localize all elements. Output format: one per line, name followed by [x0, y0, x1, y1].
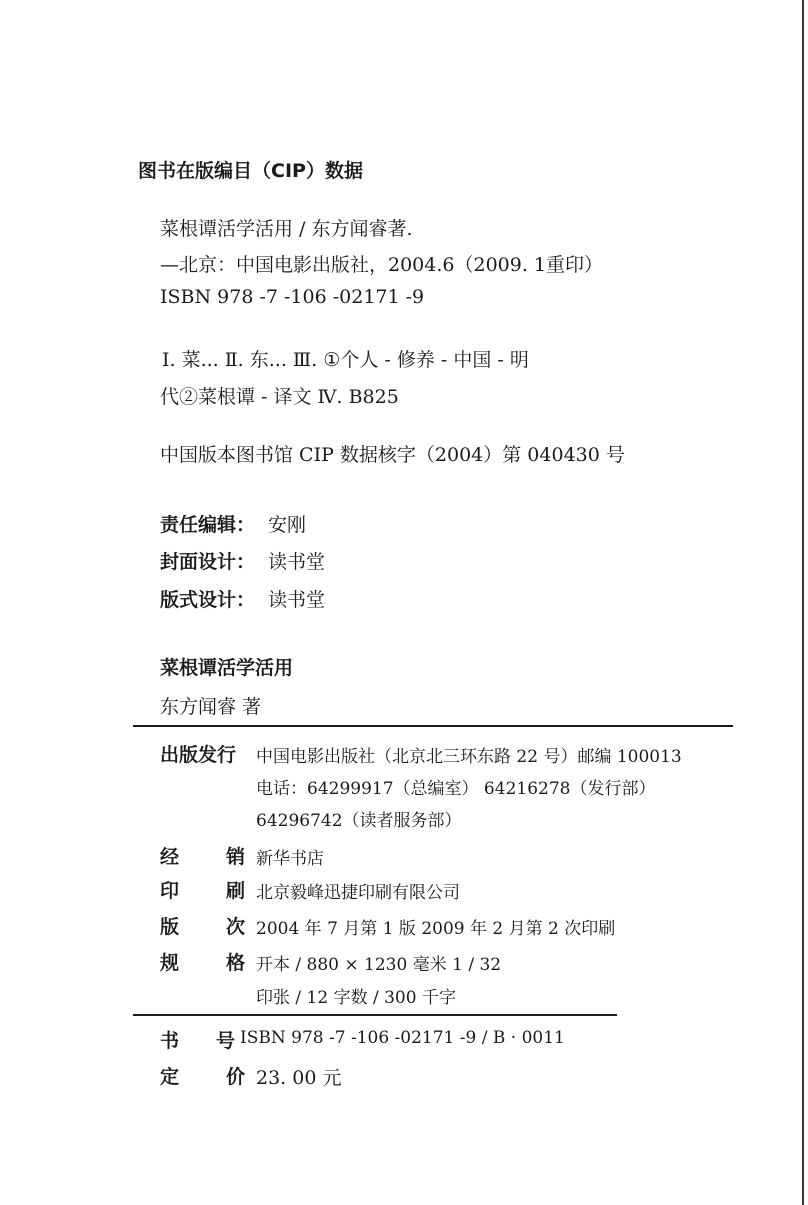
publish-label: 出版发行 [160, 744, 237, 766]
format-design-label: 版式设计： [160, 589, 256, 611]
isbn-label-b: 号 [216, 1030, 236, 1052]
publish-line3: 64296742（读者服务部） [256, 811, 462, 831]
distribution-label-a: 经 [160, 846, 180, 868]
cip-isbn-line: ISBN 978 -7 -106 -02171 -9 [160, 286, 425, 308]
publish-line1: 中国电影出版社（北京北三环东路 22 号）邮编 100013 [256, 747, 682, 767]
edition-label-a: 版 [160, 916, 180, 938]
spec-line2: 印张 / 12 字数 / 300 千字 [256, 988, 456, 1008]
price-value: 23. 00 元 [256, 1067, 342, 1089]
cip-classification-line1: Ⅰ. 菜... Ⅱ. 东... Ⅲ. ①个人 - 修养 - 中国 - 明 [162, 349, 529, 371]
cip-title-line: 菜根谭活学活用 / 东方闻睿著. [160, 218, 413, 240]
format-design-value: 读书堂 [268, 589, 326, 611]
printing-label-b: 刷 [226, 880, 246, 902]
book-title: 菜根谭活学活用 [160, 657, 294, 679]
divider-bottom [133, 1014, 617, 1016]
cip-publisher-line: —北京：中国电影出版社，2004.6（2009. 1重印） [160, 254, 604, 276]
page-edge-line [802, 0, 804, 1205]
editor-value: 安刚 [268, 514, 307, 536]
printing-label-a: 印 [160, 880, 180, 902]
cip-record-number: 中国版本图书馆 CIP 数据核字（2004）第 040430 号 [160, 444, 625, 466]
edition-label-b: 次 [226, 916, 246, 938]
cip-classification-line2: 代②菜根谭 - 译文 Ⅳ. B825 [160, 386, 399, 408]
spec-line1: 开本 / 880 × 1230 毫米 1 / 32 [256, 955, 502, 975]
cover-design-value: 读书堂 [268, 551, 326, 573]
edition-value: 2004 年 7 月第 1 版 2009 年 2 月第 2 次印刷 [256, 919, 616, 939]
printing-value: 北京毅峰迅捷印刷有限公司 [256, 883, 460, 903]
publish-line2: 电话：64299917（总编室） 64216278（发行部） [256, 779, 656, 799]
divider-top [133, 725, 733, 727]
distribution-label-b: 销 [226, 846, 246, 868]
book-author: 东方闻睿 著 [160, 696, 262, 718]
price-label-b: 价 [226, 1066, 246, 1088]
isbn-value: ISBN 978 -7 -106 -02171 -9 / B · 0011 [240, 1028, 565, 1048]
editor-label: 责任编辑： [160, 514, 256, 536]
price-label-a: 定 [160, 1066, 180, 1088]
distribution-value: 新华书店 [256, 849, 324, 869]
cover-design-label: 封面设计： [160, 551, 256, 573]
spec-label-b: 格 [226, 952, 246, 974]
cip-heading: 图书在版编目（CIP）数据 [138, 160, 363, 182]
isbn-label-a: 书 [160, 1030, 180, 1052]
spec-label-a: 规 [160, 952, 180, 974]
